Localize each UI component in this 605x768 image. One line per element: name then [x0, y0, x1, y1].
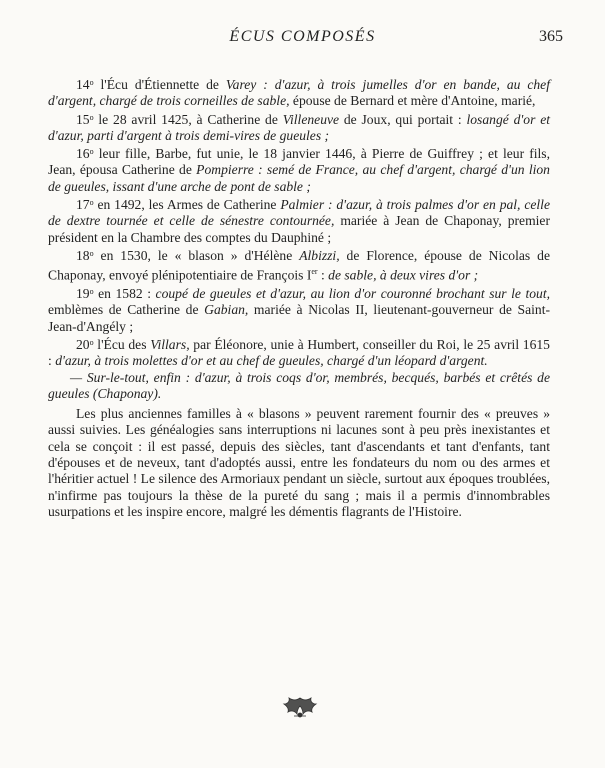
- heraldry-entry-20: [48, 335, 550, 370]
- entry-number: 19$^o$: [76, 286, 94, 302]
- page-header: [0, 28, 605, 52]
- blazon-text: Villars,: [150, 336, 190, 352]
- surtout-text: — Sur-le-tout, enfin : d'azur, à trois coqs d'or, membrés, becqués, barbés et crêtés de gueules (Chaponay).: [48, 369, 550, 401]
- blazon-text: Villeneuve: [282, 111, 340, 127]
- blazon-text: Albizzi,: [299, 247, 340, 263]
- entry-number: 20$^o$: [76, 336, 94, 352]
- blazon-text: Gabian,: [204, 302, 249, 318]
- entry-ordinal-marker: o: [89, 337, 94, 347]
- heraldry-entry-15: [48, 110, 550, 145]
- entry-text: le 28 avril 1425, à Catherine de: [93, 111, 283, 127]
- blazon-text: d'azur, à trois molettes d'or et au chef de gueules, chargé d'un léopard d'argent.: [55, 353, 488, 369]
- entry-number: 14$^o$: [76, 77, 94, 92]
- entry-ordinal-marker: o: [89, 248, 94, 258]
- entry-number: 16$^o$: [76, 146, 94, 162]
- entry-number: 17$^o$: [76, 197, 94, 213]
- entry-text: en 1492, les Armes de Catherine: [93, 197, 281, 213]
- entry-ordinal-marker: o: [89, 287, 94, 297]
- heraldry-entry-16: [48, 144, 550, 195]
- entry-text: épouse de Bernard et mère d'Antoine, marié,: [289, 93, 536, 109]
- entry-text: :: [317, 267, 329, 283]
- blazon-text: losangé d'or et d'azur, parti d'argent à trois demi-vires de gueules ;: [48, 111, 550, 143]
- blazon-text: coupé de gueules et d'azur, au lion d'or couronné brochant sur le tout,: [155, 286, 551, 302]
- entry-ordinal-marker: o: [89, 198, 94, 208]
- page-body: [48, 75, 550, 520]
- heraldry-entries: [48, 75, 550, 370]
- superscript-text: er: [311, 267, 318, 277]
- entry-text: en 1582 :: [93, 286, 156, 302]
- fleuron-ornament-icon: [280, 695, 320, 719]
- entry-number: 15$^o$: [76, 111, 94, 127]
- blazon-text: Palmier : d'azur, à trois palmes d'or en pal, celle de dextre tournée et celle de sénestre contournée,: [48, 197, 550, 229]
- heraldry-entry-14: [48, 75, 550, 110]
- entry-text: de Joux, qui portait :: [339, 111, 467, 127]
- entry-text: l'Écu des: [93, 336, 151, 352]
- heraldry-entry-18: [48, 246, 550, 284]
- blazon-text: Pompierre : semé de France, au chef d'argent, chargé d'un lion de gueules, issant d'une arche de pont de sable ;: [48, 162, 550, 194]
- entry-text: emblèmes de Catherine de: [48, 302, 205, 318]
- entry-text: l'Écu d'Étiennette de: [93, 77, 226, 92]
- running-title: ÉCUS COMPOSÉS: [229, 28, 376, 45]
- closing-paragraph: Les plus anciennes familles à « blasons » peuvent rarement fournir des « preuves » aussi suivies. Les généalogies sans interruptions ni lacunes sont à peu près inexistantes et cela se conçoit : il est passé, depuis des siècles, tant d'ascendants et tant d'enfants, tant d'épouses et de neveux, tant d'adoptés aussi, entre les fondateurs du nom ou des armes et l'héritier actuel ! Le silence des Armoriaux pendant un siècle, surtout aux époques troublées, n'infirme pas toujours la thèse de la pureté du sang ; mais il a permis d'innombrables usurpations et les inspire encore, malgré les démentis flagrants de l'Histoire.: [48, 406, 550, 519]
- heraldry-entry-19: [48, 284, 550, 335]
- entry-text: en 1530, le « blason » d'Hélène: [93, 247, 300, 263]
- entry-ordinal-marker: o: [89, 147, 94, 157]
- blazon-text: de sable, à deux vires d'or ;: [328, 267, 479, 283]
- heraldry-entry-17: [48, 195, 550, 246]
- surtout-entry: [48, 370, 550, 403]
- entry-text: par Éléonore, unie à Humbert, conseiller du Roi, le 25 avril 1615 :: [48, 336, 550, 369]
- entry-ordinal-marker: o: [89, 78, 94, 87]
- entry-text: de Florence, épouse de Nicolas de Chaponay, envoyé plénipotentiaire de François I: [48, 247, 550, 283]
- entry-ordinal-marker: o: [89, 112, 94, 122]
- entry-number: 18$^o$: [76, 247, 94, 263]
- entry-text: mariée à Nicolas II, lieutenant-gouverneur de Saint-Jean-d'Angély ;: [48, 302, 550, 334]
- entry-text: leur fille, Barbe, fut unie, le 18 janvier 1446, à Pierre de Guiffrey ; et leur fils, Jean, épousa Catherine de: [48, 146, 550, 178]
- entry-text: mariée à Jean de Chaponay, premier président en la Chambre des comptes du Dauphiné ;: [48, 213, 550, 245]
- page-number: 365: [539, 28, 563, 45]
- blazon-text: Varey : d'azur, à trois jumelles d'or en bande, au chef d'argent, chargé de trois corneilles de sable,: [48, 77, 550, 109]
